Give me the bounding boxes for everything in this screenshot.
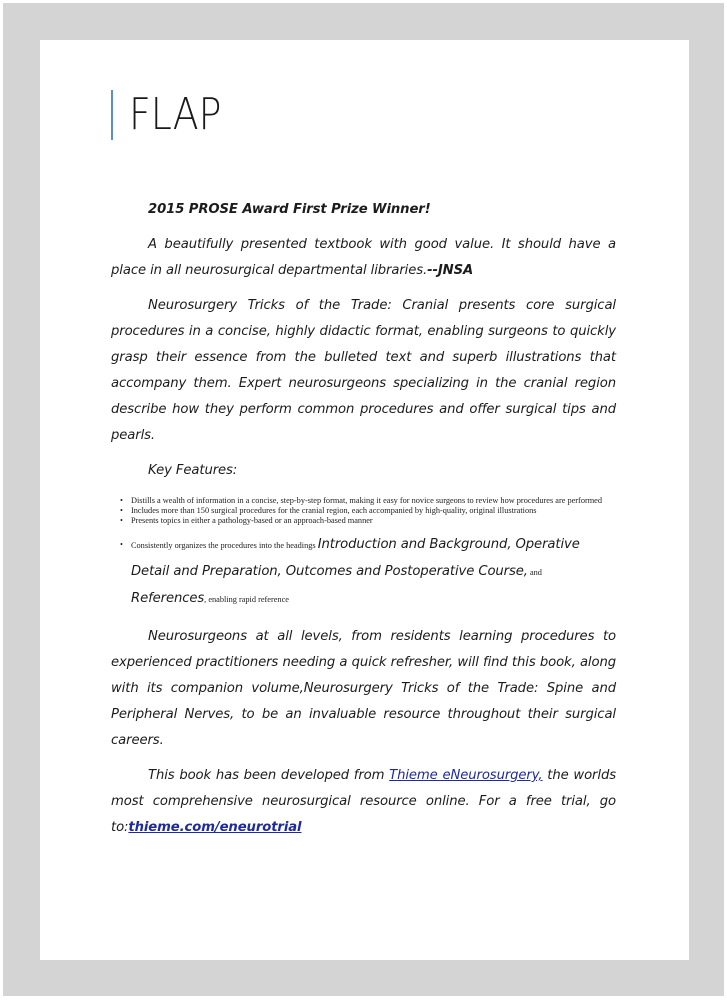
key-features-label: Key Features:	[148, 463, 238, 478]
free-trial-link[interactable]: thieme.com/eneurotrial	[128, 820, 302, 835]
feature-text: Includes more than 150 surgical procedures for the cranial region, each accompanied by high-quality, original illustrations	[131, 506, 537, 515]
feature-item	[111, 516, 616, 526]
feature-item	[111, 506, 616, 516]
document-page	[40, 40, 689, 960]
review-quote	[111, 232, 616, 284]
feature-text-suffix: , enabling rapid reference	[204, 595, 289, 604]
audience-paragraph: Neurosurgeons at all levels, from residents learning procedures to experienced practitioners needing a quick refresher, will find this book, along with its companion volume,Neurosurgery Tricks of the Trade: Spine and Peripheral Nerves, to be an invaluable resource throughout their surgical careers.	[111, 629, 616, 748]
document-body	[111, 197, 616, 850]
bullet-icon: •	[120, 516, 123, 525]
feature-and: and	[527, 568, 542, 577]
book-description: Neurosurgery Tricks of the Trade: Cranial presents core surgical procedures in a concise, highly didactic format, enabling surgeons to quickly grasp their essence from the bulleted text and superb illustrations that accompany them. Expert neurosurgeons specializing in the cranial region describe how they perform common procedures and offer surgical tips and pearls.	[111, 298, 616, 443]
feature-text: Distills a wealth of information in a concise, step-by-step format, making it easy for novice surgeons to review how procedures are performed	[131, 496, 603, 505]
title-accent-bar	[111, 90, 113, 140]
award-line: 2015 PROSE Award First Prize Winner!	[148, 202, 431, 217]
bullet-icon: •	[120, 496, 123, 505]
closing-middle: the worlds most comprehensive neurosurgical resource online. For a free trial, go to:	[111, 768, 616, 835]
closing-prefix: This book has been developed from	[148, 768, 390, 783]
feature-text: Presents topics in either a pathology-based or an approach-based manner	[131, 516, 373, 525]
closing-paragraph	[111, 763, 616, 841]
feature-item	[111, 496, 616, 506]
feature-item	[111, 532, 616, 613]
feature-text-prefix: Consistently organizes the procedures into the headings	[131, 541, 318, 550]
review-source: --JNSA	[427, 263, 474, 278]
page-title: FLAP	[129, 89, 222, 140]
features-list	[111, 496, 616, 613]
bullet-icon: •	[120, 540, 123, 549]
feature-headings: Introduction and Background, Operative Detail and Preparation, Outcomes and Postoperative Course,	[131, 537, 580, 579]
review-text: A beautifully presented textbook with good value. It should have a place in all neurosurgical departmental libraries.	[111, 237, 616, 278]
eneurosurgery-link[interactable]: Thieme eNeurosurgery,	[389, 768, 543, 783]
bullet-icon: •	[120, 506, 123, 515]
feature-heading-references: References	[131, 591, 205, 606]
